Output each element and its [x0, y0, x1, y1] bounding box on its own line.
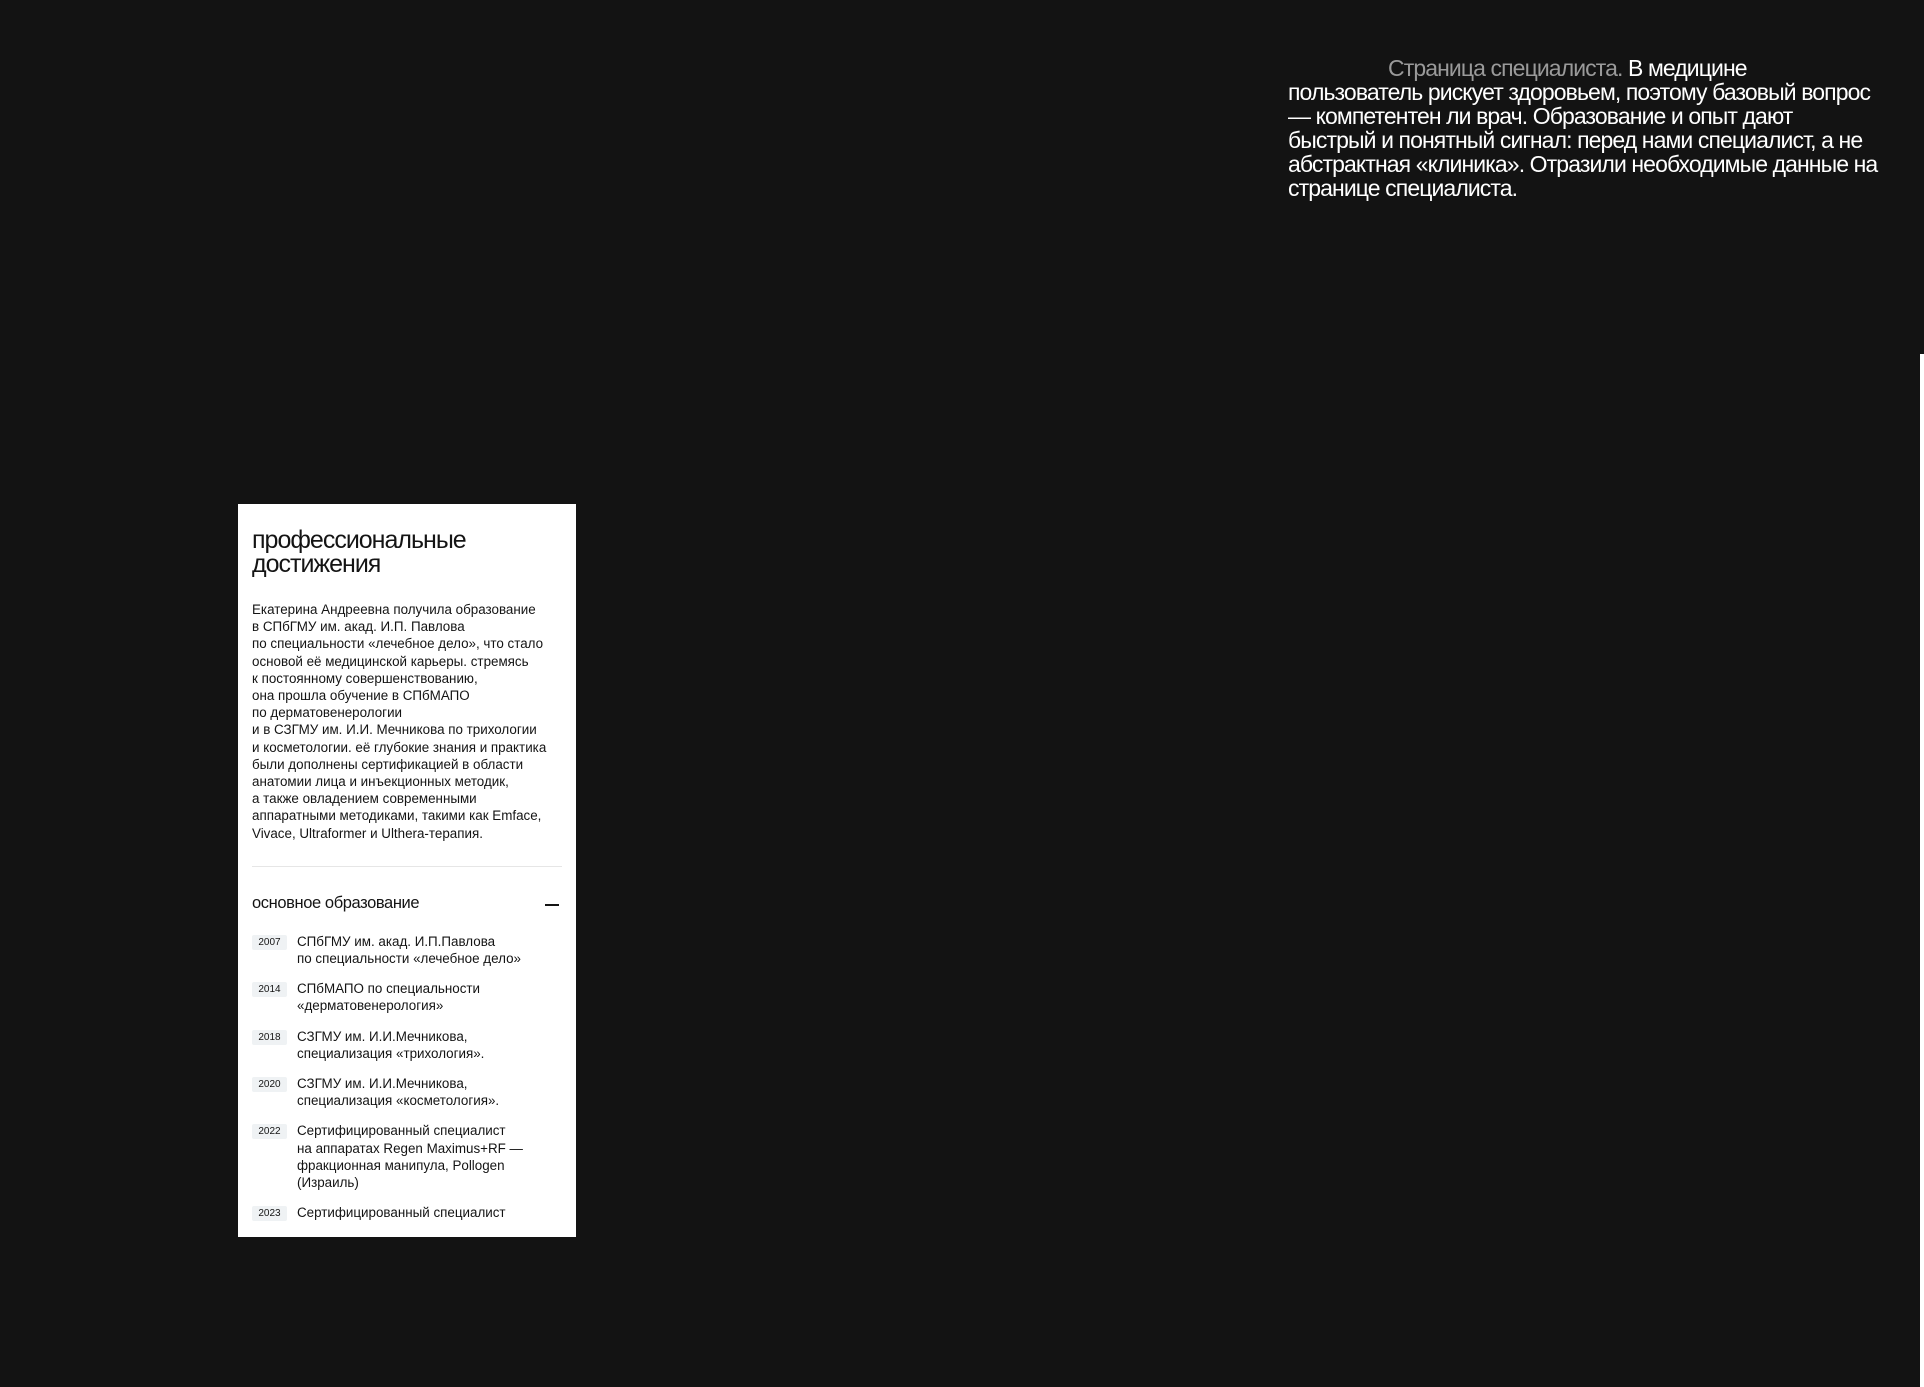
education-item [252, 1028, 562, 1062]
education-item [252, 933, 562, 967]
year-badge: 2007 [252, 935, 287, 950]
year-badge: 2022 [252, 1124, 287, 1139]
education-item [252, 1204, 562, 1221]
education-list [252, 933, 562, 1222]
education-description: СЗГМУ им. И.И.Мечникова, специализация «косметология». [297, 1076, 500, 1109]
education-description: Сертифицированный специалист на аппаратах Regen Maximus+RF — фракционная манипула, Pollogen (Израиль) [297, 1123, 523, 1191]
card-title: профессиональные достижения [252, 526, 466, 578]
specialist-card [238, 504, 576, 1237]
education-section-title: основное образование [252, 893, 420, 912]
education-item [252, 1075, 562, 1109]
education-description: СПбМАПО по специальности «дерматовенерология» [297, 981, 481, 1014]
education-item [252, 980, 562, 1014]
intro-body: В медицине пользователь рискует здоровьем, поэтому базовый вопрос — компетентен ли врач. Образование и опыт дают быстрый и понятный сигнал: перед нами специалист, а не абстрактная «клиника». Отразили необходимые данные на странице специалиста. [1288, 55, 1878, 201]
year-badge: 2023 [252, 1206, 287, 1221]
right-edge-divider [1920, 354, 1924, 1387]
section-divider [252, 866, 562, 867]
minus-icon[interactable] [545, 904, 559, 906]
intro-lead: Страница специалиста. [1388, 55, 1623, 81]
year-badge: 2020 [252, 1077, 287, 1092]
year-badge: 2018 [252, 1030, 287, 1045]
education-item [252, 1122, 562, 1191]
education-accordion-header[interactable] [252, 894, 562, 913]
education-description: Сертифицированный специалист [297, 1205, 506, 1221]
education-description: СЗГМУ им. И.И.Мечникова, специализация «трихология». [297, 1028, 485, 1061]
intro-paragraph [1288, 56, 1878, 200]
education-description: СПбГМУ им. акад. И.П.Павлова по специальности «лечебное дело» [297, 933, 521, 967]
specialist-bio: Екатерина Андреевна получила образование в СПбГМУ им. акад. И.П. Павлова по специальности «лечебное дело», что стало основой её медицинской карьеры. стремясь к постоянному совершенствованию, она прошла обучение в СПбМАПО по дерматовенерологии и в СЗГМУ им. И.И. Мечникова по трихологии и косметологии. её глубокие знания и практика были дополнены сертификацией в области анатомии лица и инъекционных методик, а также овладением современными аппаратными методиками, такими как Emface, Vivace, Ultraformer и Ulthera-терапия. [252, 602, 547, 841]
year-badge: 2014 [252, 982, 287, 997]
